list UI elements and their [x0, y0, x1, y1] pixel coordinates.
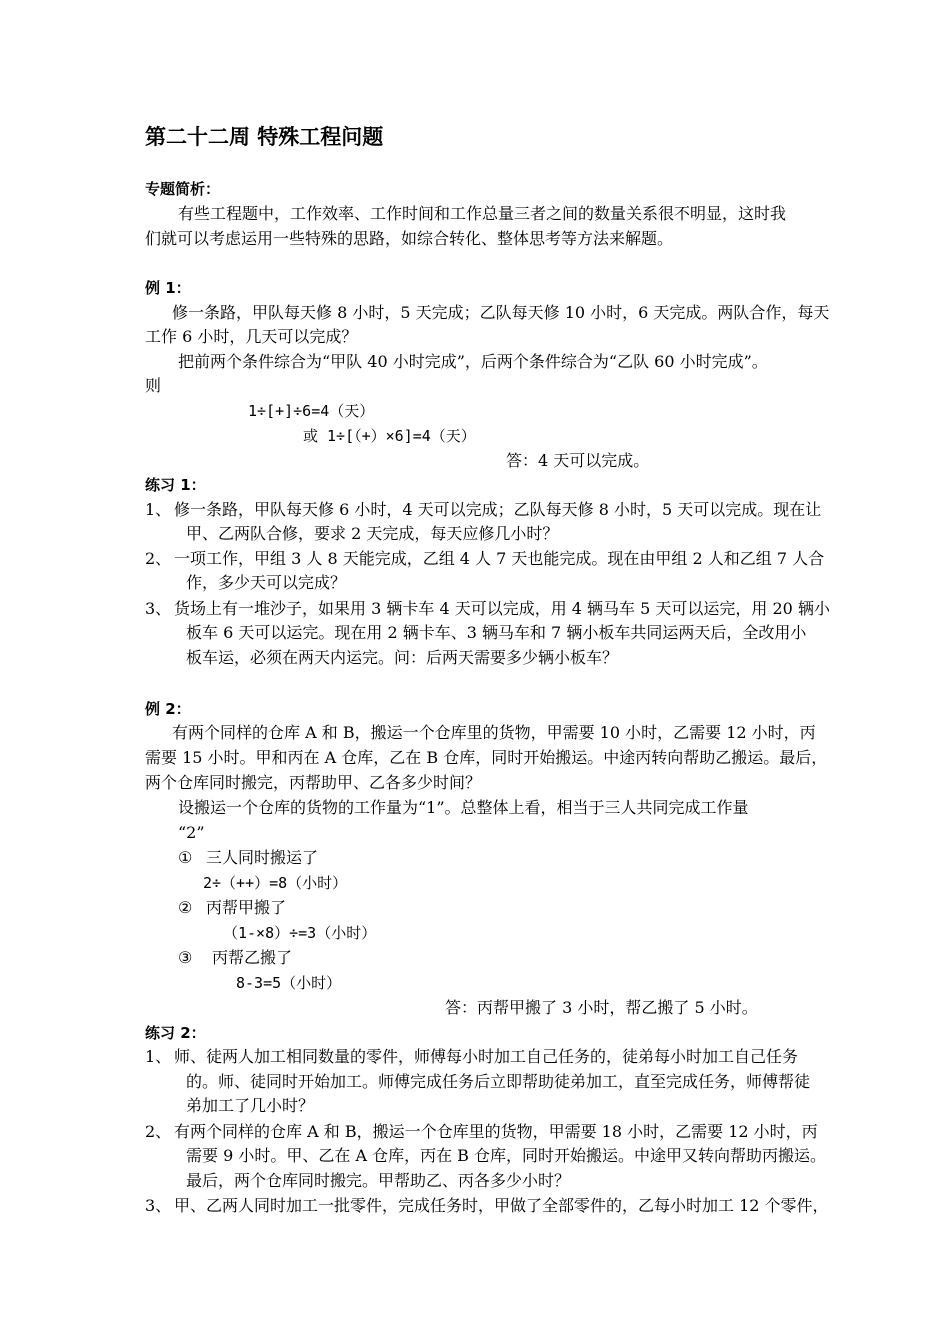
example2-analysis-line: 设搬运一个仓库的货物的工作量为“1”。总整体上看，相当于三人共同完成工作量: [178, 798, 749, 817]
example1-answer: 答：4 天可以完成。: [506, 451, 650, 470]
example2-analysis-line: “2”: [178, 823, 205, 842]
step-marker: ②: [178, 898, 193, 917]
list-item-line: 作，多少天可以完成？: [186, 573, 347, 592]
example1-analysis-line: 则: [145, 376, 162, 395]
practice2-heading: 练习 2：: [145, 1024, 206, 1042]
list-item-line: 甲、乙两人同时加工一批零件，完成任务时，甲做了全部零件的，乙每小时加工 12 个零件，: [174, 1196, 829, 1215]
list-item-line: 甲、乙两队合修，要求 2 天完成，每天应修几小时？: [186, 524, 559, 543]
intro-heading: 专题简析：: [145, 180, 221, 198]
list-item-line: 的。师、徒同时开始加工。师傅完成任务后立即帮助徒弟加工，直至完成任务，师傅帮徒: [186, 1072, 811, 1091]
example2-problem-line: 两个仓库同时搬完，丙帮助甲、乙各多少时间？: [145, 773, 482, 792]
list-item-number: 2、: [145, 1122, 172, 1141]
list-item-line: 有两个同样的仓库 A 和 B，搬运一个仓库里的货物，甲需要 18 小时，乙需要 12 小时，丙: [174, 1122, 818, 1141]
example1-problem-line: 修一条路，甲队每天修 8 小时，5 天完成；乙队每天修 10 小时，6 天完成。两队合作，每天: [172, 303, 830, 322]
step-formula: 8-3=5（小时）: [236, 974, 342, 992]
example2-problem-line: 有两个同样的仓库 A 和 B，搬运一个仓库里的货物，甲需要 10 小时，乙需要 12 小时，丙: [172, 723, 816, 742]
step-marker: ①: [178, 848, 193, 867]
list-item-line: 板车运，必须在两天内运完。问：后两天需要多少辆小板车？: [186, 648, 619, 667]
example1-formula: 或 1÷[（+）×6]=4（天）: [303, 427, 476, 445]
list-item-number: 1、: [145, 1047, 172, 1066]
page-title: 第二十二周 特殊工程问题: [145, 125, 384, 149]
example2-answer: 答：丙帮甲搬了 3 小时，帮乙搬了 5 小时。: [445, 998, 758, 1017]
example1-formula: 1÷[+]÷6=4（天）: [248, 402, 375, 420]
step-marker: ③: [178, 948, 193, 967]
list-item-line: 板车 6 天可以运完。现在用 2 辆卡车、3 辆马车和 7 辆小板车共同运两天后，全改用小: [186, 623, 807, 642]
list-item-line: 最后，两个仓库同时搬完。甲帮助乙、丙各多少小时？: [186, 1171, 571, 1190]
list-item-line: 一项工作，甲组 3 人 8 天能完成，乙组 4 人 7 天也能完成。现在由甲组 2 人和乙组 7 人合: [174, 549, 825, 568]
list-item-line: 货场上有一堆沙子，如果用 3 辆卡车 4 天可以完成，用 4 辆马车 5 天可以运完，用 20 辆小: [174, 599, 830, 618]
example2-problem-line: 需要 15 小时。甲和丙在 A 仓库，乙在 B 仓库，同时开始搬运。中途丙转向帮助乙搬运。最后，: [145, 748, 828, 767]
step-formula: （1-×8）÷=3（小时）: [223, 924, 377, 942]
list-item-line: 师、徒两人加工相同数量的零件，师傅每小时加工自己任务的，徒弟每小时加工自己任务: [174, 1047, 799, 1066]
example2-heading: 例 2：: [145, 700, 191, 718]
intro-line: 有些工程题中，工作效率、工作时间和工作总量三者之间的数量关系很不明显，这时我: [178, 204, 787, 223]
list-item-number: 2、: [145, 549, 172, 568]
list-item-number: 3、: [145, 1196, 172, 1215]
list-item-line: 修一条路，甲队每天修 6 小时，4 天可以完成；乙队每天修 8 小时，5 天可以完成。现在让: [174, 500, 822, 519]
practice1-heading: 练习 1：: [145, 476, 206, 494]
example1-heading: 例 1：: [145, 279, 191, 297]
step-label: 丙帮甲搬了: [206, 898, 287, 917]
list-item-number: 1、: [145, 500, 172, 519]
list-item-line: 弟加工了几小时？: [186, 1096, 315, 1115]
list-item-line: 需要 9 小时。甲、乙在 A 仓库，丙在 B 仓库，同时开始搬运。中途甲又转向帮助丙搬运。: [186, 1146, 827, 1165]
step-formula: 2÷（++）=8（小时）: [203, 874, 348, 892]
intro-line: 们就可以考虑运用一些特殊的思路，如综合转化、整体思考等方法来解题。: [145, 229, 674, 248]
step-label: 三人同时搬运了: [206, 848, 319, 867]
step-label: 丙帮乙搬了: [212, 948, 293, 967]
example1-problem-line: 工作 6 小时，几天可以完成？: [145, 327, 358, 346]
example1-analysis-line: 把前两个条件综合为“甲队 40 小时完成”，后两个条件综合为“乙队 60 小时完成”。: [178, 352, 768, 371]
list-item-number: 3、: [145, 599, 172, 618]
